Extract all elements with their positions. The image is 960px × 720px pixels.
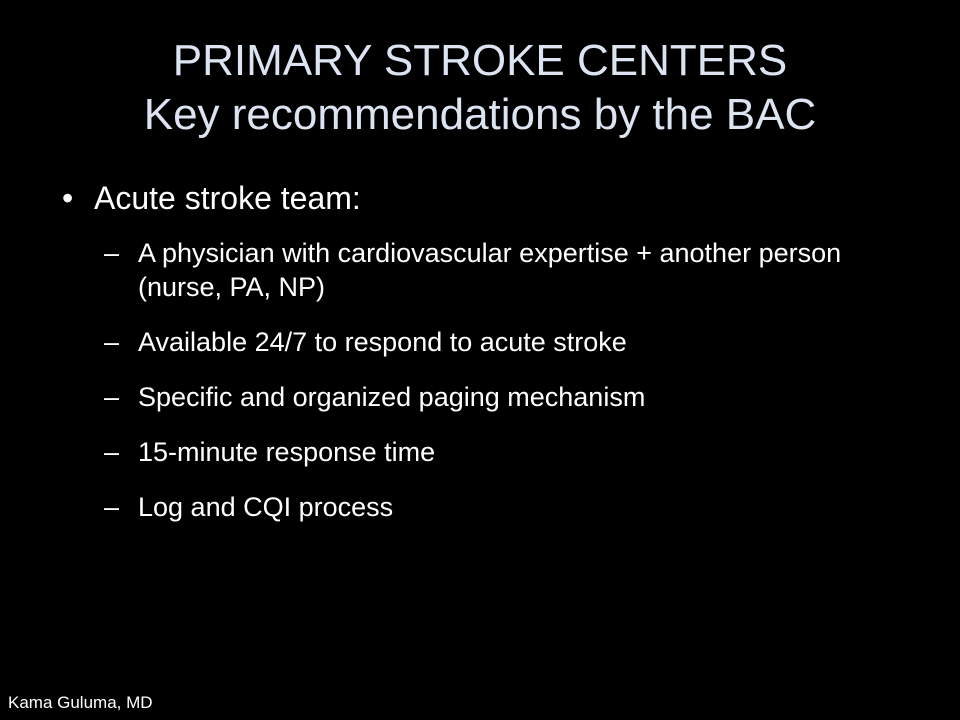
sub-item-physician xyxy=(62,236,922,304)
bullet-acute-stroke-team xyxy=(62,178,922,218)
sub-item-log-cqi xyxy=(62,490,922,524)
sub-item-text: 15-minute response time xyxy=(138,437,436,467)
sub-item-text: Available 24/7 to respond to acute stroke xyxy=(138,327,627,357)
slide-title xyxy=(0,34,960,142)
sub-item-dash: – xyxy=(104,327,120,357)
sub-item-dash: – xyxy=(104,437,120,467)
bullet-text: Acute stroke team: xyxy=(94,180,361,216)
sub-item-response-time xyxy=(62,435,922,469)
slide-content xyxy=(62,178,922,545)
sub-item-text: Specific and organized paging mechanism xyxy=(138,382,646,412)
sub-item-text: A physician with cardiovascular expertise + another person (nurse, PA, NP) xyxy=(138,238,842,302)
sub-item-dash: – xyxy=(104,382,120,412)
sub-item-dash: – xyxy=(104,238,120,268)
title-line-1: PRIMARY STROKE CENTERS xyxy=(172,36,788,85)
sub-item-paging xyxy=(62,380,922,414)
sub-item-dash: – xyxy=(104,492,120,522)
author-footer: Kama Guluma, MD xyxy=(8,693,153,712)
bullet-marker: • xyxy=(62,180,74,216)
title-line-2: Key recommendations by the BAC xyxy=(143,90,817,139)
sub-item-availability xyxy=(62,325,922,359)
sub-item-text: Log and CQI process xyxy=(138,492,394,522)
